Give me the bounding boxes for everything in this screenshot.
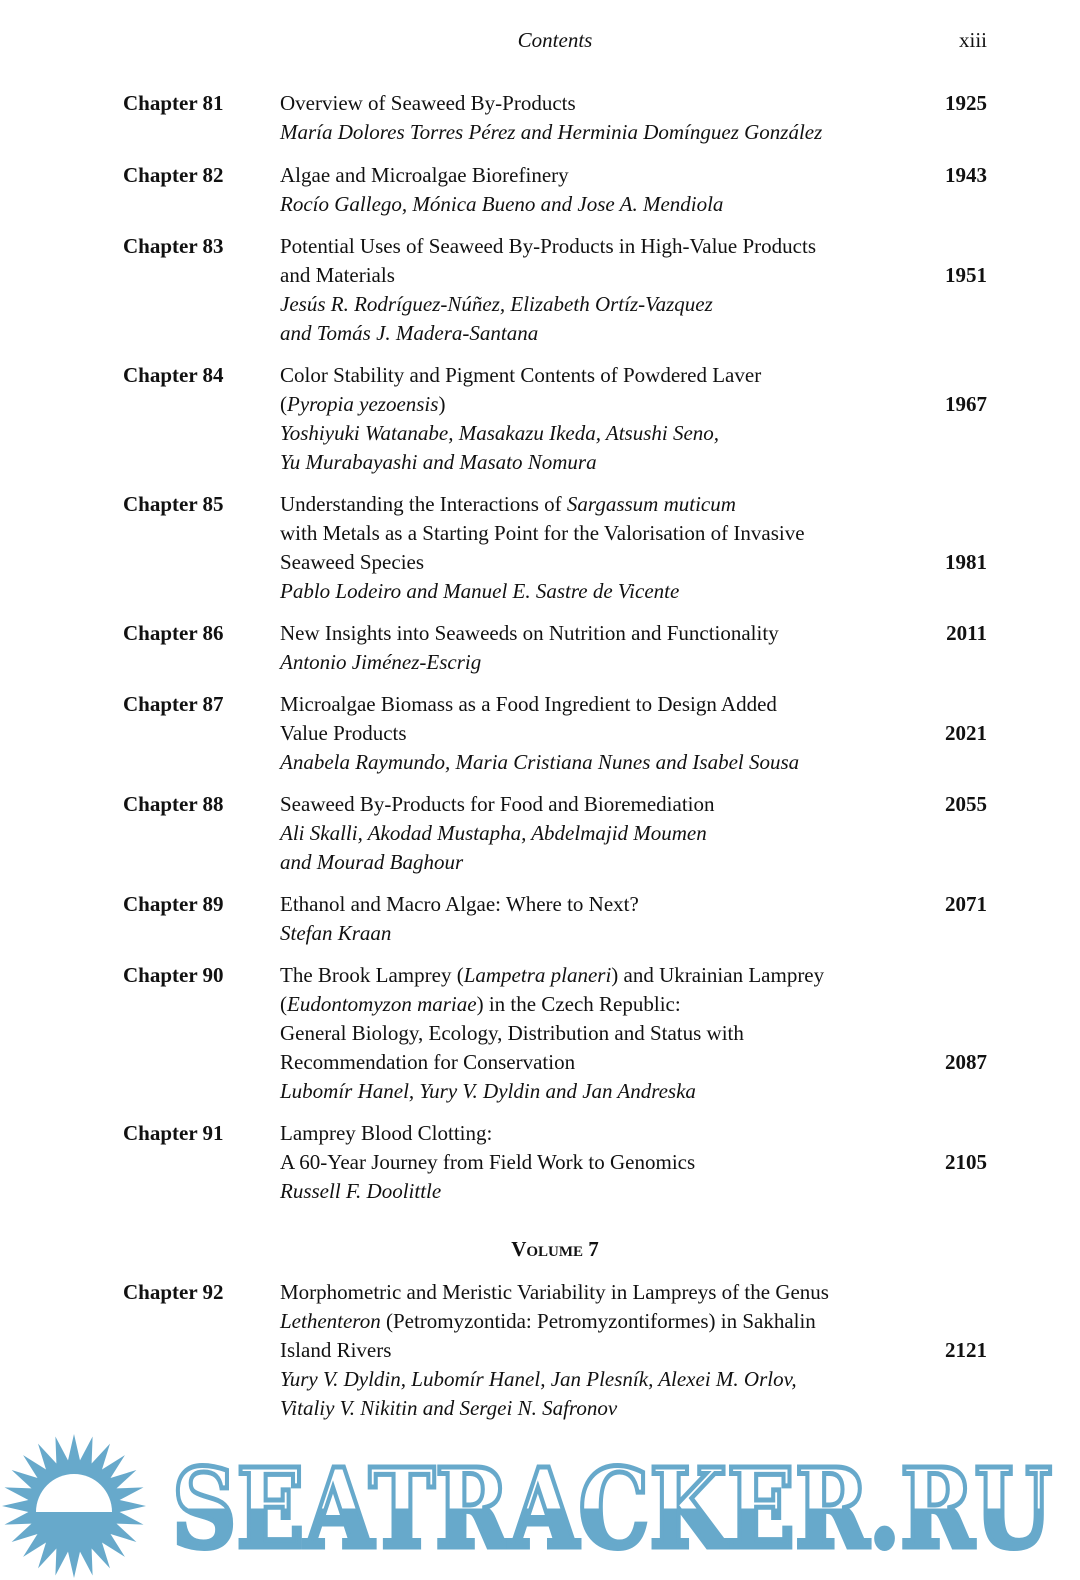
text-segment: (Petromyzontida: Petromyzontiformes) in Sakhalin: [380, 1309, 816, 1333]
chapter-title-line: [280, 161, 900, 190]
chapter-title-block: [280, 161, 900, 219]
chapter-label: Chapter 88: [123, 792, 224, 816]
italic-species-name: Eudontomyzon mariae: [287, 992, 477, 1016]
text-segment: Yoshiyuki Watanabe, Masakazu Ikeda, Atsushi Seno,: [280, 421, 720, 445]
chapter-authors: [280, 1394, 900, 1423]
chapter-page-number: 2121: [945, 1338, 987, 1362]
chapter-authors: [280, 919, 900, 948]
text-segment: with Metals as a Starting Point for the Valorisation of Invasive: [280, 521, 805, 545]
chapter-page-number: 2021: [945, 721, 987, 745]
chapter-authors: [280, 290, 900, 319]
chapter-authors: [280, 1177, 900, 1206]
text-segment: Island Rivers: [280, 1338, 392, 1362]
text-segment: Rocío Gallego, Mónica Bueno and Jose A. Mendiola: [280, 192, 724, 216]
text-segment: Algae and Microalgae Biorefinery: [280, 163, 569, 187]
chapter-page-number: 2087: [945, 1050, 987, 1074]
chapter-title-line: [280, 1119, 900, 1148]
chapter-title-line: [280, 1019, 900, 1048]
text-segment: ) in the Czech Republic:: [476, 992, 681, 1016]
chapter-label: Chapter 86: [123, 621, 224, 645]
chapter-page-number: 1967: [945, 392, 987, 416]
text-segment: Overview of Seaweed By-Products: [280, 91, 576, 115]
chapter-authors: [280, 1077, 900, 1106]
chapter-title-line: [280, 1148, 900, 1177]
chapter-title-block: [280, 1278, 900, 1423]
text-segment: General Biology, Ecology, Distribution and Status with: [280, 1021, 744, 1045]
italic-species-name: Lampetra planeri: [463, 963, 612, 987]
chapter-title-line: [280, 690, 900, 719]
chapter-authors: [280, 118, 900, 147]
chapter-title-line: [280, 361, 900, 390]
chapter-title-line: [280, 790, 900, 819]
text-segment: Pablo Lodeiro and Manuel E. Sastre de Vicente: [280, 579, 680, 603]
chapter-authors: [280, 819, 900, 848]
chapter-page-number: 2071: [945, 892, 987, 916]
chapter-title-line: [280, 1048, 900, 1077]
chapter-title-block: [280, 361, 900, 477]
chapter-page-number: 1981: [945, 550, 987, 574]
text-segment: Seaweed Species: [280, 550, 425, 574]
text-segment: ) and Ukrainian Lamprey: [611, 963, 825, 987]
chapter-label: Chapter 89: [123, 892, 224, 916]
chapter-title-line: [280, 890, 900, 919]
text-segment: Value Products: [280, 721, 407, 745]
page-number: xiii: [958, 28, 987, 52]
text-segment: Lubomír Hanel, Yury V. Dyldin and Jan Andreska: [280, 1079, 696, 1103]
chapter-title-block: [280, 890, 900, 948]
chapter-title-line: [280, 261, 900, 290]
text-segment: Antonio Jiménez-Escrig: [280, 650, 482, 674]
sun-icon: [2, 1434, 146, 1578]
text-segment: Morphometric and Meristic Variability in Lampreys of the Genus: [280, 1280, 829, 1304]
text-segment: Recommendation for Conservation: [280, 1050, 576, 1074]
chapter-title-line: [280, 390, 900, 419]
chapter-title-line: [280, 490, 900, 519]
text-segment: (: [280, 992, 287, 1016]
text-segment: Jesús R. Rodríguez-Núñez, Elizabeth Ortíz-Vazquez: [280, 292, 713, 316]
text-segment: Seaweed By-Products for Food and Bioremediation: [280, 792, 715, 816]
text-segment: Understanding the Interactions of: [280, 492, 567, 516]
text-segment: A 60-Year Journey from Field Work to Genomics: [280, 1150, 696, 1174]
text-segment: Ali Skalli, Akodad Mustapha, Abdelmajid Moumen: [280, 821, 707, 845]
text-segment: Russell F. Doolittle: [280, 1179, 442, 1203]
chapter-title-block: [280, 490, 900, 606]
chapter-page-number: 2055: [945, 792, 987, 816]
text-segment: and Materials: [280, 263, 395, 287]
chapter-authors: [280, 648, 900, 677]
chapter-title-line: [280, 619, 900, 648]
text-segment: María Dolores Torres Pérez and Herminia Domínguez González: [280, 120, 823, 144]
chapter-label: Chapter 84: [123, 363, 224, 387]
chapter-title-block: [280, 690, 900, 777]
text-segment: Microalgae Biomass as a Food Ingredient to Design Added: [280, 692, 777, 716]
chapter-label: Chapter 83: [123, 234, 224, 258]
chapter-title-block: [280, 89, 900, 147]
text-segment: The Brook Lamprey (: [280, 963, 464, 987]
text-segment: New Insights into Seaweeds on Nutrition and Functionality: [280, 621, 779, 645]
text-segment: Color Stability and Pigment Contents of Powdered Laver: [280, 363, 762, 387]
chapter-title-block: [280, 961, 900, 1106]
text-segment: Yury V. Dyldin, Lubomír Hanel, Jan Plesník, Alexei M. Orlov,: [280, 1367, 797, 1391]
chapter-page-number: 2011: [946, 621, 987, 645]
chapter-label: Chapter 90: [123, 963, 224, 987]
chapter-label: Chapter 85: [123, 492, 224, 516]
chapter-label: Chapter 82: [123, 163, 224, 187]
text-segment: ): [438, 392, 446, 416]
text-segment: and Mourad Baghour: [280, 850, 464, 874]
italic-species-name: Lethenteron: [280, 1309, 381, 1333]
chapter-page-number: 1925: [945, 91, 987, 115]
text-segment: Yu Murabayashi and Masato Nomura: [280, 450, 597, 474]
italic-species-name: Sargassum muticum: [566, 492, 736, 516]
chapter-title-line: [280, 990, 900, 1019]
text-segment: Stefan Kraan: [280, 921, 392, 945]
chapter-label: Chapter 91: [123, 1121, 224, 1145]
text-segment: Anabela Raymundo, Maria Cristiana Nunes and Isabel Sousa: [280, 750, 800, 774]
chapter-authors: [280, 319, 900, 348]
chapter-title-block: [280, 619, 900, 677]
chapter-label: Chapter 81: [123, 91, 224, 115]
chapter-title-line: [280, 1336, 900, 1365]
italic-species-name: Pyropia yezoensis: [287, 392, 439, 416]
chapter-title-line: [280, 232, 900, 261]
chapter-authors: [280, 848, 900, 877]
chapter-page-number: 1951: [945, 263, 987, 287]
running-header-title: Contents: [517, 28, 593, 52]
chapter-authors: [280, 419, 900, 448]
chapter-authors: [280, 748, 900, 777]
chapter-title-line: [280, 519, 900, 548]
text-segment: Vitaliy V. Nikitin and Sergei N. Safronov: [280, 1396, 618, 1420]
chapter-label: Chapter 87: [123, 692, 224, 716]
chapter-authors: [280, 1365, 900, 1394]
chapter-title-line: [280, 719, 900, 748]
text-segment: Potential Uses of Seaweed By-Products in High-Value Products: [280, 234, 817, 258]
watermark-text: SEATRACKER.RU: [172, 1444, 1052, 1573]
text-segment: Ethanol and Macro Algae: Where to Next?: [280, 892, 639, 916]
chapter-page-number: 2105: [945, 1150, 987, 1174]
text-segment: (: [280, 392, 287, 416]
chapter-page-number: 1943: [945, 163, 987, 187]
chapter-title-block: [280, 790, 900, 877]
text-segment: Lamprey Blood Clotting:: [280, 1121, 493, 1145]
chapter-label: Chapter 92: [123, 1280, 224, 1304]
watermark-logo: [0, 1432, 1080, 1580]
chapter-title-block: [280, 232, 900, 348]
chapter-title-line: [280, 1307, 900, 1336]
chapter-title-line: [280, 89, 900, 118]
chapter-authors: [280, 448, 900, 477]
chapter-title-block: [280, 1119, 900, 1206]
chapter-title-line: [280, 548, 900, 577]
chapter-authors: [280, 190, 900, 219]
chapter-title-line: [280, 1278, 900, 1307]
chapter-authors: [280, 577, 900, 606]
chapter-title-line: [280, 961, 900, 990]
volume-heading: Volume 7: [511, 1237, 599, 1261]
text-segment: and Tomás J. Madera-Santana: [280, 321, 539, 345]
